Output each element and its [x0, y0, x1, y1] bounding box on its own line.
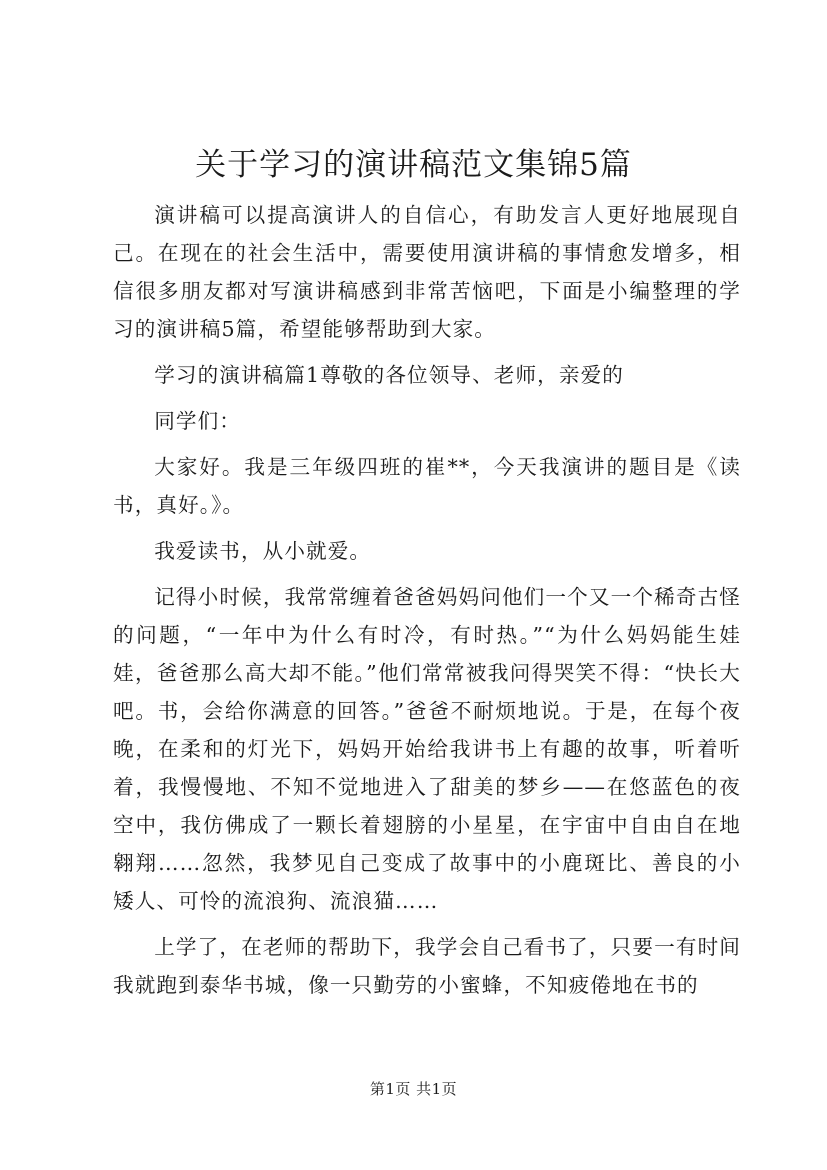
paragraph-greeting: 同学们： — [154, 409, 241, 433]
paragraph-love-reading: 我爱读书，从小就爱。 — [154, 539, 372, 563]
paragraph-school: 上学了，在老师的帮助下，我学会自己看书了，只要一有时间我就跑到泰华书城，像一只勤劳的小蜜蜂，不知疲倦地在书的 — [113, 935, 741, 997]
paragraph-childhood: 记得小时候，我常常缠着爸爸妈妈问他们一个又一个稀奇古怪的问题，“一年中为什么有时冷，有时热。”“为什么妈妈能生娃娃，爸爸那么高大却不能。”他们常常被我问得哭笑不得：“快长大吧。书，会给你满意的回答。”爸爸不耐烦地说。于是，在每个夜晚，在柔和的灯光下，妈妈开始给我讲书上有趣的故事，听着听着，我慢慢地、不知不觉地进入了甜美的梦乡——在悠蓝色的夜空中，我仿佛成了一颗长着翅膀的小星星，在宇宙中自由自在地翱翔……忽然，我梦见自己变成了故事中的小鹿斑比、善良的小矮人、可怜的流浪狗、流浪猫…… — [113, 585, 741, 913]
document-body — [113, 196, 741, 1004]
paragraph-speech-heading: 学习的演讲稿篇1尊敬的各位领导、老师，亲爱的 — [154, 363, 624, 387]
paragraph-self-intro: 大家好。我是三年级四班的崔**，今天我演讲的题目是《读书，真好。》。 — [113, 455, 741, 517]
paragraph-intro: 演讲稿可以提高演讲人的自信心，有助发言人更好地展现自己。在现在的社会生活中，需要使用演讲稿的事情愈发增多，相信很多朋友都对写演讲稿感到非常苦恼吧，下面是小编整理的学习的演讲稿5篇，希望能够帮助到大家。 — [113, 203, 741, 341]
page-footer: 第1页 共1页 — [369, 1080, 458, 1098]
document-title: 关于学习的演讲稿范文集锦5篇 — [195, 147, 632, 183]
